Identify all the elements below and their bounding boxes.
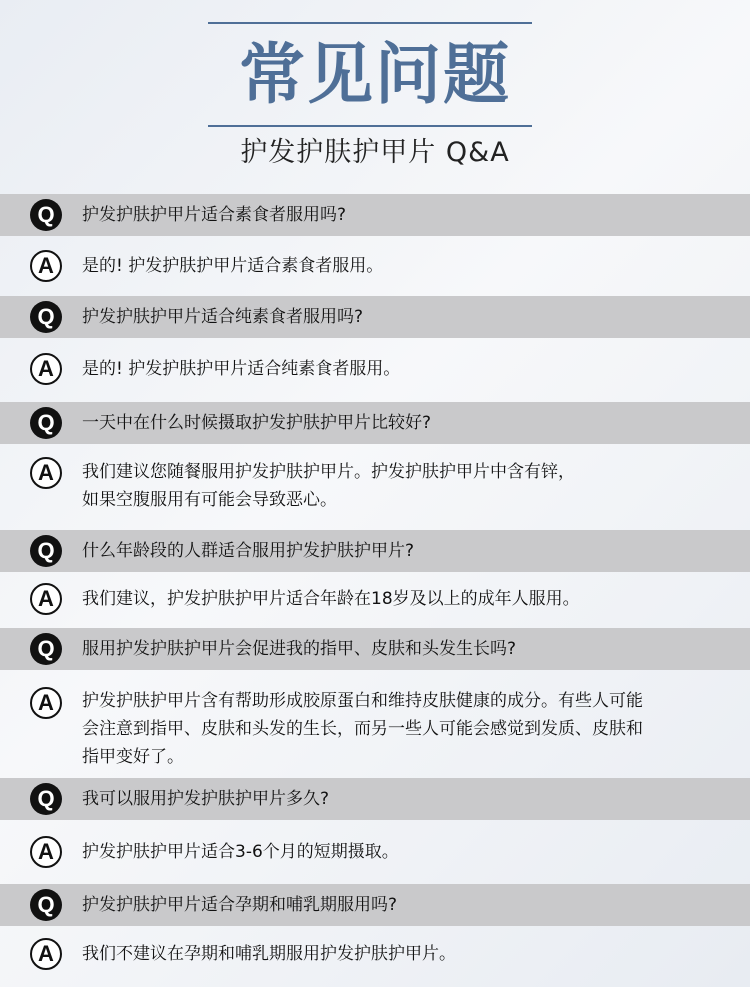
faq-question-row bbox=[0, 530, 750, 572]
faq-answer-text: 是的! 护发护肤护甲片适合纯素食者服用。 bbox=[82, 359, 401, 379]
q-badge: Q bbox=[30, 535, 62, 567]
faq-question-row bbox=[0, 628, 750, 670]
faq-answer-text bbox=[82, 687, 710, 771]
q-badge: Q bbox=[30, 199, 62, 231]
a-badge: A bbox=[30, 687, 62, 719]
faq-question-text: 护发护肤护甲片适合素食者服用吗? bbox=[82, 205, 347, 225]
faq-answer-line: 护发护肤护甲片含有帮助形成胶原蛋白和维持皮肤健康的成分。有些人可能 bbox=[82, 691, 643, 711]
faq-question-text: 护发护肤护甲片适合纯素食者服用吗? bbox=[82, 307, 364, 327]
faq-question-text: 服用护发护肤护甲片会促进我的指甲、皮肤和头发生长吗? bbox=[82, 639, 517, 659]
page-subtitle: 护发护肤护甲片 Q&A bbox=[240, 137, 510, 168]
a-badge: A bbox=[30, 250, 62, 282]
faq-question-row bbox=[0, 778, 750, 820]
q-badge: Q bbox=[30, 301, 62, 333]
a-badge: A bbox=[30, 353, 62, 385]
faq-question-row bbox=[0, 402, 750, 444]
faq-answer-row bbox=[0, 670, 750, 778]
q-badge: Q bbox=[30, 407, 62, 439]
page-title: 常见问题 bbox=[239, 36, 511, 113]
faq-answer-row bbox=[0, 820, 750, 884]
q-badge: Q bbox=[30, 889, 62, 921]
header-bottom-rule bbox=[208, 125, 532, 127]
faq-answer-text bbox=[82, 458, 710, 514]
faq-answer-text: 我们不建议在孕期和哺乳期服用护发护肤护甲片。 bbox=[82, 944, 456, 964]
a-badge: A bbox=[30, 836, 62, 868]
q-badge: Q bbox=[30, 783, 62, 815]
faq-answer-line: 我们建议您随餐服用护发护肤护甲片。护发护肤护甲片中含有锌， bbox=[82, 462, 575, 482]
q-badge: Q bbox=[30, 633, 62, 665]
faq-answer-row bbox=[0, 236, 750, 296]
faq-question-text: 我可以服用护发护肤护甲片多久? bbox=[82, 789, 330, 809]
faq-question-row bbox=[0, 296, 750, 338]
faq-question-text: 护发护肤护甲片适合孕期和哺乳期服用吗? bbox=[82, 895, 398, 915]
faq-answer-text: 是的! 护发护肤护甲片适合素食者服用。 bbox=[82, 256, 384, 276]
faq-answer-row bbox=[0, 444, 750, 530]
faq-question-text: 什么年龄段的人群适合服用护发护肤护甲片? bbox=[82, 541, 415, 561]
faq-answer-text: 我们建议，护发护肤护甲片适合年龄在18岁及以上的成年人服用。 bbox=[82, 589, 580, 609]
page-header bbox=[0, 0, 750, 194]
a-badge: A bbox=[30, 583, 62, 615]
faq-answer-line: 会注意到指甲、皮肤和头发的生长，而另一些人可能会感觉到发质、皮肤和 bbox=[82, 719, 643, 739]
faq-answer-row bbox=[0, 926, 750, 987]
faq-answer-row bbox=[0, 572, 750, 628]
a-badge: A bbox=[30, 938, 62, 970]
a-badge: A bbox=[30, 457, 62, 489]
header-top-rule bbox=[208, 22, 532, 24]
faq-question-row bbox=[0, 194, 750, 236]
faq-answer-text: 护发护肤护甲片适合3-6个月的短期摄取。 bbox=[82, 842, 399, 862]
faq-answer-line: 如果空腹服用有可能会导致恶心。 bbox=[82, 490, 337, 510]
faq-answer-line: 指甲变好了。 bbox=[82, 747, 184, 767]
faq-question-text: 一天中在什么时候摄取护发护肤护甲片比较好? bbox=[82, 413, 432, 433]
faq-answer-row bbox=[0, 338, 750, 402]
faq-question-row bbox=[0, 884, 750, 926]
